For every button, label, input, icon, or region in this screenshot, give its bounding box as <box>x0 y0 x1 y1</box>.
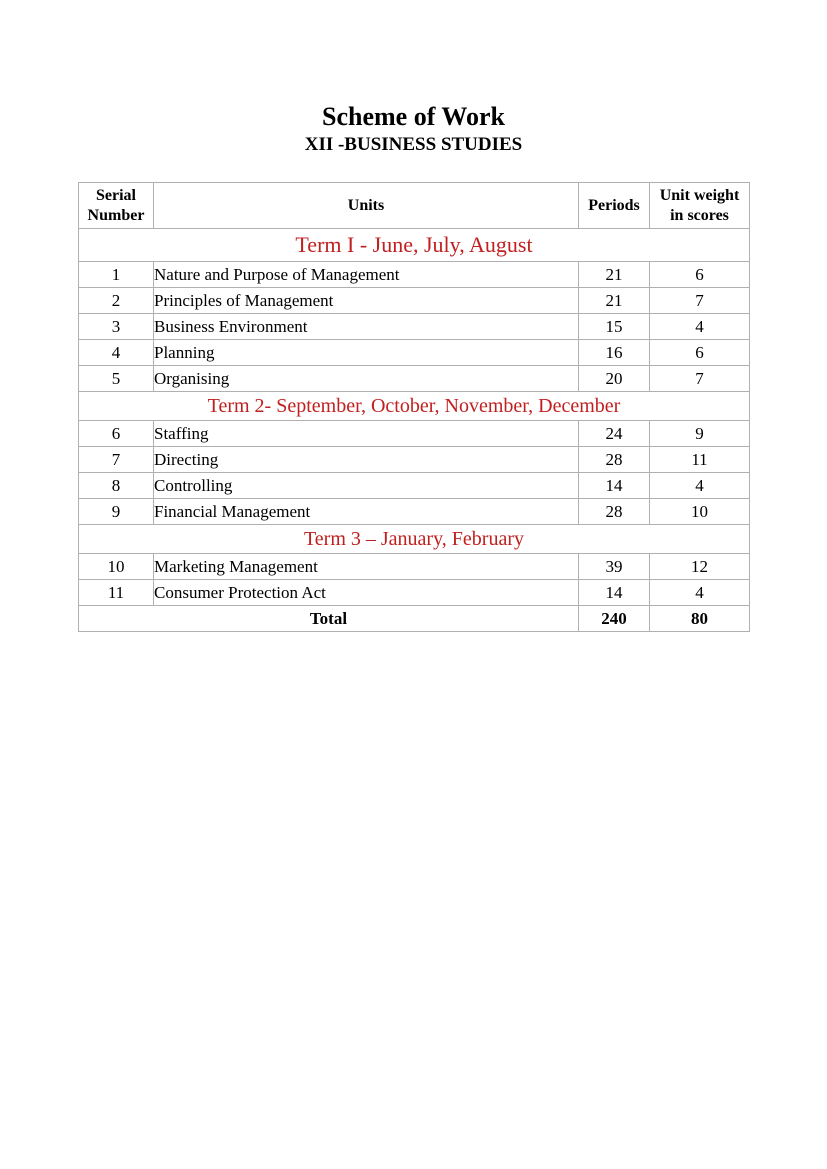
serial-cell: 9 <box>79 499 154 525</box>
periods-cell: 28 <box>579 499 650 525</box>
table-row <box>79 447 750 473</box>
units-header: Units <box>154 183 579 229</box>
total-weight: 80 <box>650 606 750 632</box>
periods-cell: 21 <box>579 262 650 288</box>
periods-cell: 28 <box>579 447 650 473</box>
scheme-table <box>78 182 750 632</box>
table-row <box>79 262 750 288</box>
serial-cell: 7 <box>79 447 154 473</box>
term-heading-row <box>79 392 750 421</box>
header-text: Number <box>87 206 145 224</box>
weight-cell: 10 <box>650 499 750 525</box>
weight-cell: 6 <box>650 340 750 366</box>
unit-cell: Nature and Purpose of Management <box>154 262 579 288</box>
periods-header: Periods <box>579 183 650 229</box>
serial-cell: 5 <box>79 366 154 392</box>
table-row <box>79 314 750 340</box>
table-row <box>79 288 750 314</box>
unit-cell: Controlling <box>154 473 579 499</box>
term-heading: Term I - June, July, August <box>79 229 750 262</box>
periods-cell: 14 <box>579 473 650 499</box>
unit-cell: Financial Management <box>154 499 579 525</box>
weight-cell: 7 <box>650 288 750 314</box>
periods-cell: 21 <box>579 288 650 314</box>
total-row <box>79 606 750 632</box>
weight-cell: 6 <box>650 262 750 288</box>
weight-cell: 4 <box>650 580 750 606</box>
unit-weight-header <box>650 183 750 229</box>
weight-cell: 4 <box>650 314 750 340</box>
unit-cell: Organising <box>154 366 579 392</box>
weight-cell: 12 <box>650 554 750 580</box>
weight-cell: 9 <box>650 421 750 447</box>
periods-cell: 20 <box>579 366 650 392</box>
term-heading-row <box>79 229 750 262</box>
unit-cell: Consumer Protection Act <box>154 580 579 606</box>
table-row <box>79 421 750 447</box>
periods-cell: 39 <box>579 554 650 580</box>
serial-cell: 11 <box>79 580 154 606</box>
serial-cell: 3 <box>79 314 154 340</box>
unit-cell: Business Environment <box>154 314 579 340</box>
unit-cell: Principles of Management <box>154 288 579 314</box>
total-periods: 240 <box>579 606 650 632</box>
periods-cell: 14 <box>579 580 650 606</box>
header-row <box>79 183 750 229</box>
serial-cell: 1 <box>79 262 154 288</box>
unit-cell: Marketing Management <box>154 554 579 580</box>
table-row <box>79 554 750 580</box>
unit-cell: Directing <box>154 447 579 473</box>
periods-cell: 15 <box>579 314 650 340</box>
periods-cell: 24 <box>579 421 650 447</box>
table-row <box>79 580 750 606</box>
page-title: Scheme of Work <box>322 102 505 131</box>
term-heading: Term 2- September, October, November, December <box>79 392 750 421</box>
header-text: in scores <box>670 206 729 224</box>
weight-cell: 4 <box>650 473 750 499</box>
serial-cell: 2 <box>79 288 154 314</box>
header-text: Unit weight <box>659 186 740 204</box>
header-text: Serial <box>96 186 136 204</box>
serial-number-header <box>79 183 154 229</box>
serial-cell: 6 <box>79 421 154 447</box>
table-row <box>79 340 750 366</box>
serial-cell: 4 <box>79 340 154 366</box>
weight-cell: 7 <box>650 366 750 392</box>
periods-cell: 16 <box>579 340 650 366</box>
table-row <box>79 499 750 525</box>
table-row <box>79 366 750 392</box>
page-subtitle: XII -BUSINESS STUDIES <box>304 134 523 155</box>
term-heading: Term 3 – January, February <box>79 525 750 554</box>
weight-cell: 11 <box>650 447 750 473</box>
term-heading-row <box>79 525 750 554</box>
unit-cell: Planning <box>154 340 579 366</box>
serial-cell: 10 <box>79 554 154 580</box>
unit-cell: Staffing <box>154 421 579 447</box>
total-label: Total <box>79 606 579 632</box>
serial-cell: 8 <box>79 473 154 499</box>
table-row <box>79 473 750 499</box>
